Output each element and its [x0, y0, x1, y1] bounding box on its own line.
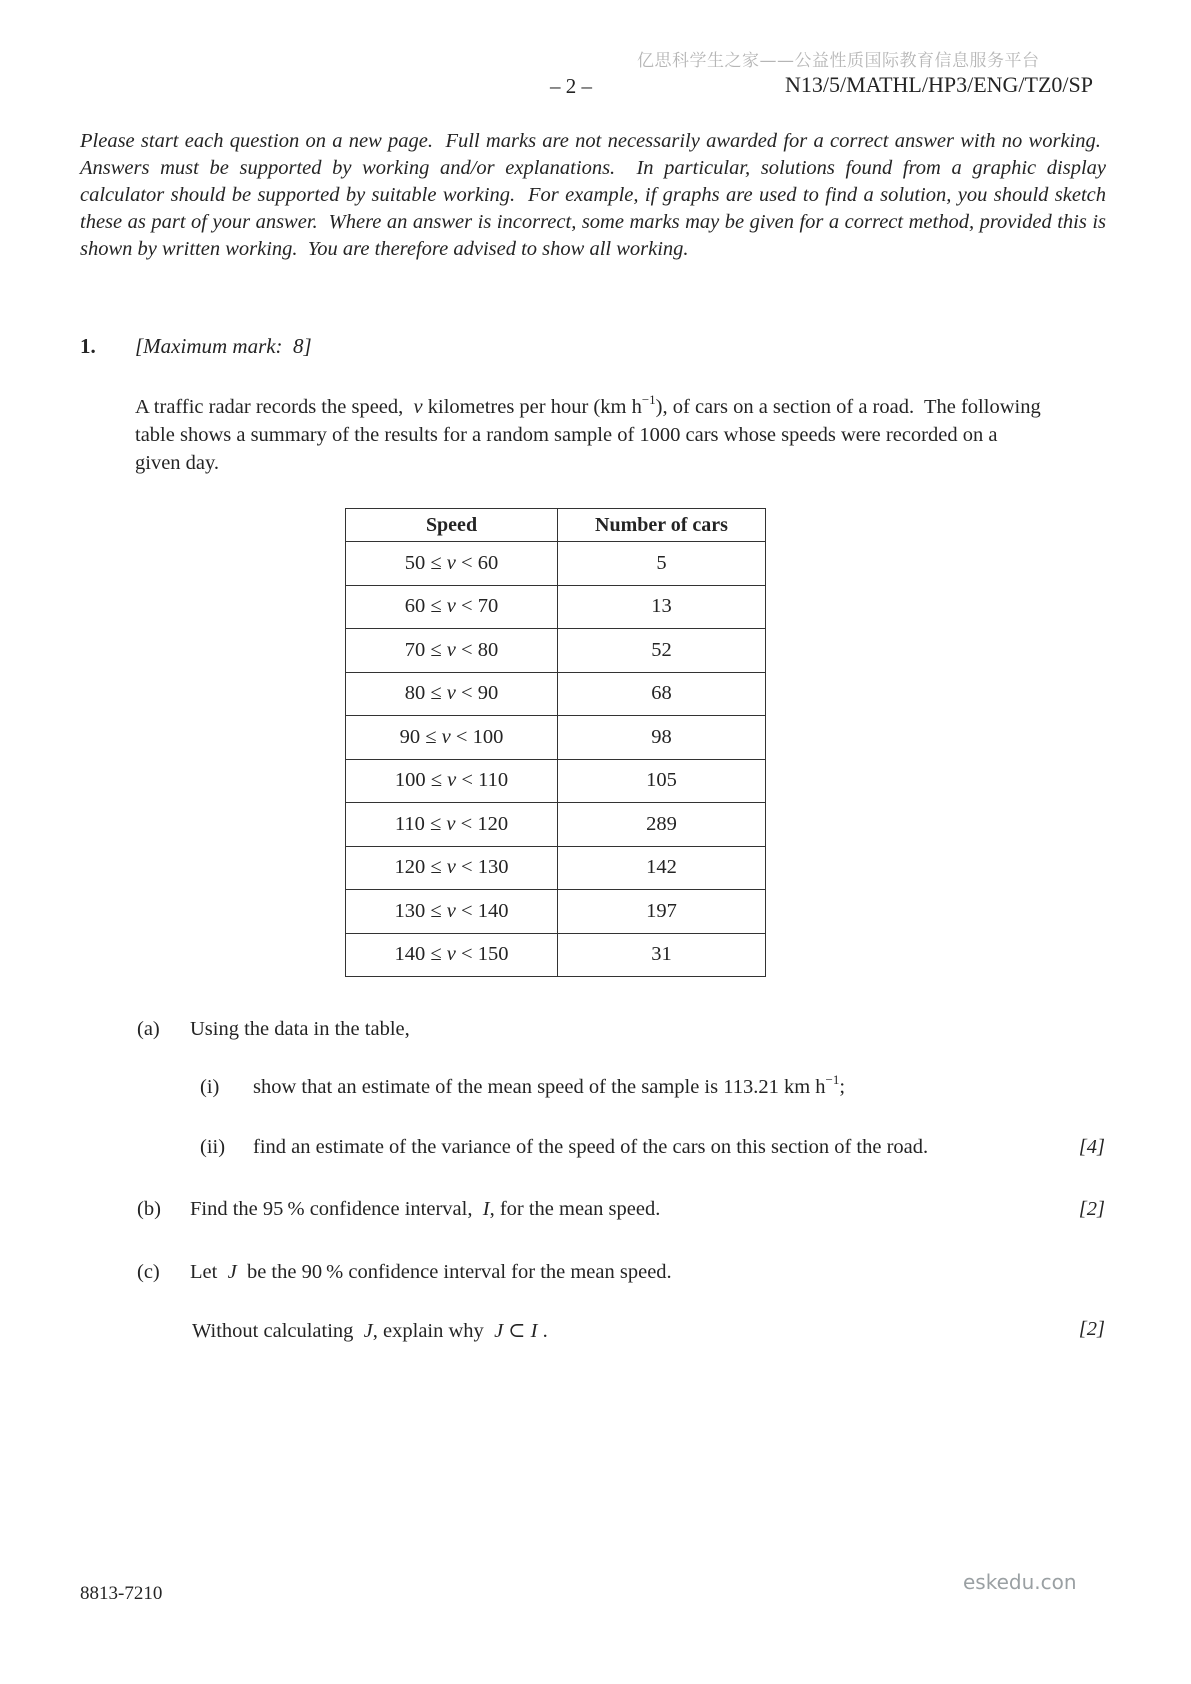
speed-variable: v [413, 396, 423, 418]
range-low: 140 ≤ [394, 943, 447, 966]
range-low: 90 ≤ [399, 725, 442, 748]
range-high: < 100 [450, 725, 504, 748]
speed-range-cell [346, 672, 558, 716]
part-a-ii [200, 1136, 1080, 1159]
table-row [346, 933, 766, 977]
paper-code: N13/5/MATHL/HP3/ENG/TZ0/SP [784, 72, 1093, 97]
footer-watermark: eskedu.con [963, 1570, 1077, 1594]
part-a-text: Using the data in the table, [190, 1018, 410, 1040]
range-var: v [446, 943, 456, 966]
speed-range-cell [346, 759, 558, 803]
interval-J-variable: J [363, 1320, 373, 1342]
part-c-text: Let [190, 1261, 228, 1283]
range-var: v [441, 725, 451, 748]
part-c-label: (c) [137, 1261, 160, 1283]
speed-table [345, 508, 766, 977]
interval-I-variable: I [482, 1198, 490, 1220]
part-a-i [200, 1072, 846, 1099]
car-count-cell: 31 [558, 933, 766, 977]
table-row [346, 759, 766, 803]
mark-c: [2] [1078, 1318, 1105, 1340]
page-number: – 2 – [550, 74, 592, 98]
part-c2-end: . [537, 1320, 548, 1342]
range-var: v [446, 899, 456, 922]
range-high: < 80 [455, 638, 499, 661]
cars-header-cell: Number of cars [558, 509, 766, 542]
range-low: 100 ≤ [394, 769, 448, 792]
table-row [346, 672, 766, 716]
part-a-ii-text: find an estimate of the variance of the speed of the cars on this section of the road. [253, 1136, 929, 1158]
table-header-row [346, 509, 766, 542]
speed-range-cell [346, 846, 558, 890]
range-high: < 150 [455, 943, 509, 966]
range-var: v [446, 638, 456, 661]
table-row [346, 542, 766, 586]
range-var: v [446, 856, 456, 879]
interval-J-variable: J [227, 1261, 237, 1283]
question-number: 1. [80, 334, 96, 358]
intro-text-3: ), of cars on a section of a road. The following table shows a summary of the results for a random sample of 1000 cars whose speeds were recorded on a given day. [135, 396, 1041, 475]
speed-range-cell [346, 629, 558, 673]
part-c [137, 1261, 672, 1284]
table-row [346, 803, 766, 847]
speed-range-cell [346, 890, 558, 934]
unit-exponent: −1 [825, 1072, 840, 1088]
range-var: v [446, 812, 456, 835]
header-watermark: 亿思科学生之家——公益性质国际教育信息服务平台 [637, 51, 1040, 71]
range-low: 120 ≤ [394, 856, 447, 879]
part-c-line2 [192, 1318, 548, 1343]
part-a-i-end: ; [839, 1076, 846, 1098]
question-intro [135, 393, 1043, 478]
range-high: < 140 [455, 899, 509, 922]
speed-range-cell [346, 542, 558, 586]
interval-J-variable: J [494, 1320, 504, 1342]
range-high: < 110 [456, 769, 509, 792]
part-a-i-label: (i) [200, 1076, 220, 1098]
unit-exponent: −1 [641, 392, 656, 408]
range-var: v [446, 551, 456, 574]
range-low: 130 ≤ [394, 899, 447, 922]
range-var: v [446, 595, 456, 618]
part-a-label: (a) [137, 1018, 160, 1040]
part-a-ii-label: (ii) [200, 1136, 226, 1158]
car-count-cell: 52 [558, 629, 766, 673]
speed-range-cell [346, 585, 558, 629]
table-row [346, 629, 766, 673]
range-high: < 90 [455, 682, 499, 705]
mark-a-ii: [4] [1078, 1136, 1105, 1158]
car-count-cell: 105 [558, 759, 766, 803]
car-count-cell: 98 [558, 716, 766, 760]
part-c2-mid: , explain why [372, 1320, 495, 1342]
car-count-cell: 289 [558, 803, 766, 847]
part-b [137, 1198, 660, 1221]
range-var: v [447, 769, 457, 792]
table-row [346, 585, 766, 629]
subset-symbol: ⊂ [503, 1320, 531, 1342]
table-row [346, 890, 766, 934]
range-low: 80 ≤ [404, 682, 447, 705]
table-row [346, 846, 766, 890]
part-a-i-text: show that an estimate of the mean speed of the sample is 113.21 km h [253, 1076, 826, 1098]
part-a [137, 1018, 410, 1041]
range-high: < 60 [455, 551, 499, 574]
document-code: 8813-7210 [80, 1583, 163, 1604]
speed-range-cell [346, 933, 558, 977]
speed-range-cell [346, 803, 558, 847]
range-low: 110 ≤ [394, 812, 447, 835]
part-c-end: be the 90 % confidence interval for the mean speed. [236, 1261, 672, 1283]
part-b-label: (b) [137, 1198, 161, 1220]
part-b-end: , for the mean speed. [489, 1198, 661, 1220]
speed-range-cell [346, 716, 558, 760]
car-count-cell: 68 [558, 672, 766, 716]
table-row [346, 716, 766, 760]
range-low: 50 ≤ [404, 551, 447, 574]
part-c2-text: Without calculating [192, 1320, 364, 1342]
car-count-cell: 13 [558, 585, 766, 629]
question-heading [80, 334, 312, 359]
maximum-mark: [Maximum mark: 8] [135, 334, 312, 358]
range-high: < 120 [455, 812, 509, 835]
range-high: < 130 [455, 856, 509, 879]
part-b-text: Find the 95 % confidence interval, [190, 1198, 483, 1220]
interval-I-variable: I [530, 1320, 538, 1342]
range-high: < 70 [455, 595, 499, 618]
car-count-cell: 197 [558, 890, 766, 934]
intro-text-2: kilometres per hour (km h [422, 396, 642, 418]
range-var: v [446, 682, 456, 705]
intro-text-1: A traffic radar records the speed, [135, 396, 414, 418]
car-count-cell: 142 [558, 846, 766, 890]
speed-header-cell: Speed [346, 509, 558, 542]
range-low: 60 ≤ [404, 595, 447, 618]
car-count-cell: 5 [558, 542, 766, 586]
mark-b: [2] [1078, 1198, 1105, 1220]
range-low: 70 ≤ [404, 638, 447, 661]
instructions-paragraph: Please start each question on a new page. Full marks are not necessarily awarded for a correct answer with no working. Answers must be supported by working and/or explanations. In particular, solutions found from a graphic display calculator should be supported by suitable working. For example, if graphs are used to find a solution, you should sketch these as part of your answer. Where an answer is incorrect, some marks may be given for a correct method, provided this is shown by written working. You are therefore advised to show all working. [80, 130, 1106, 260]
